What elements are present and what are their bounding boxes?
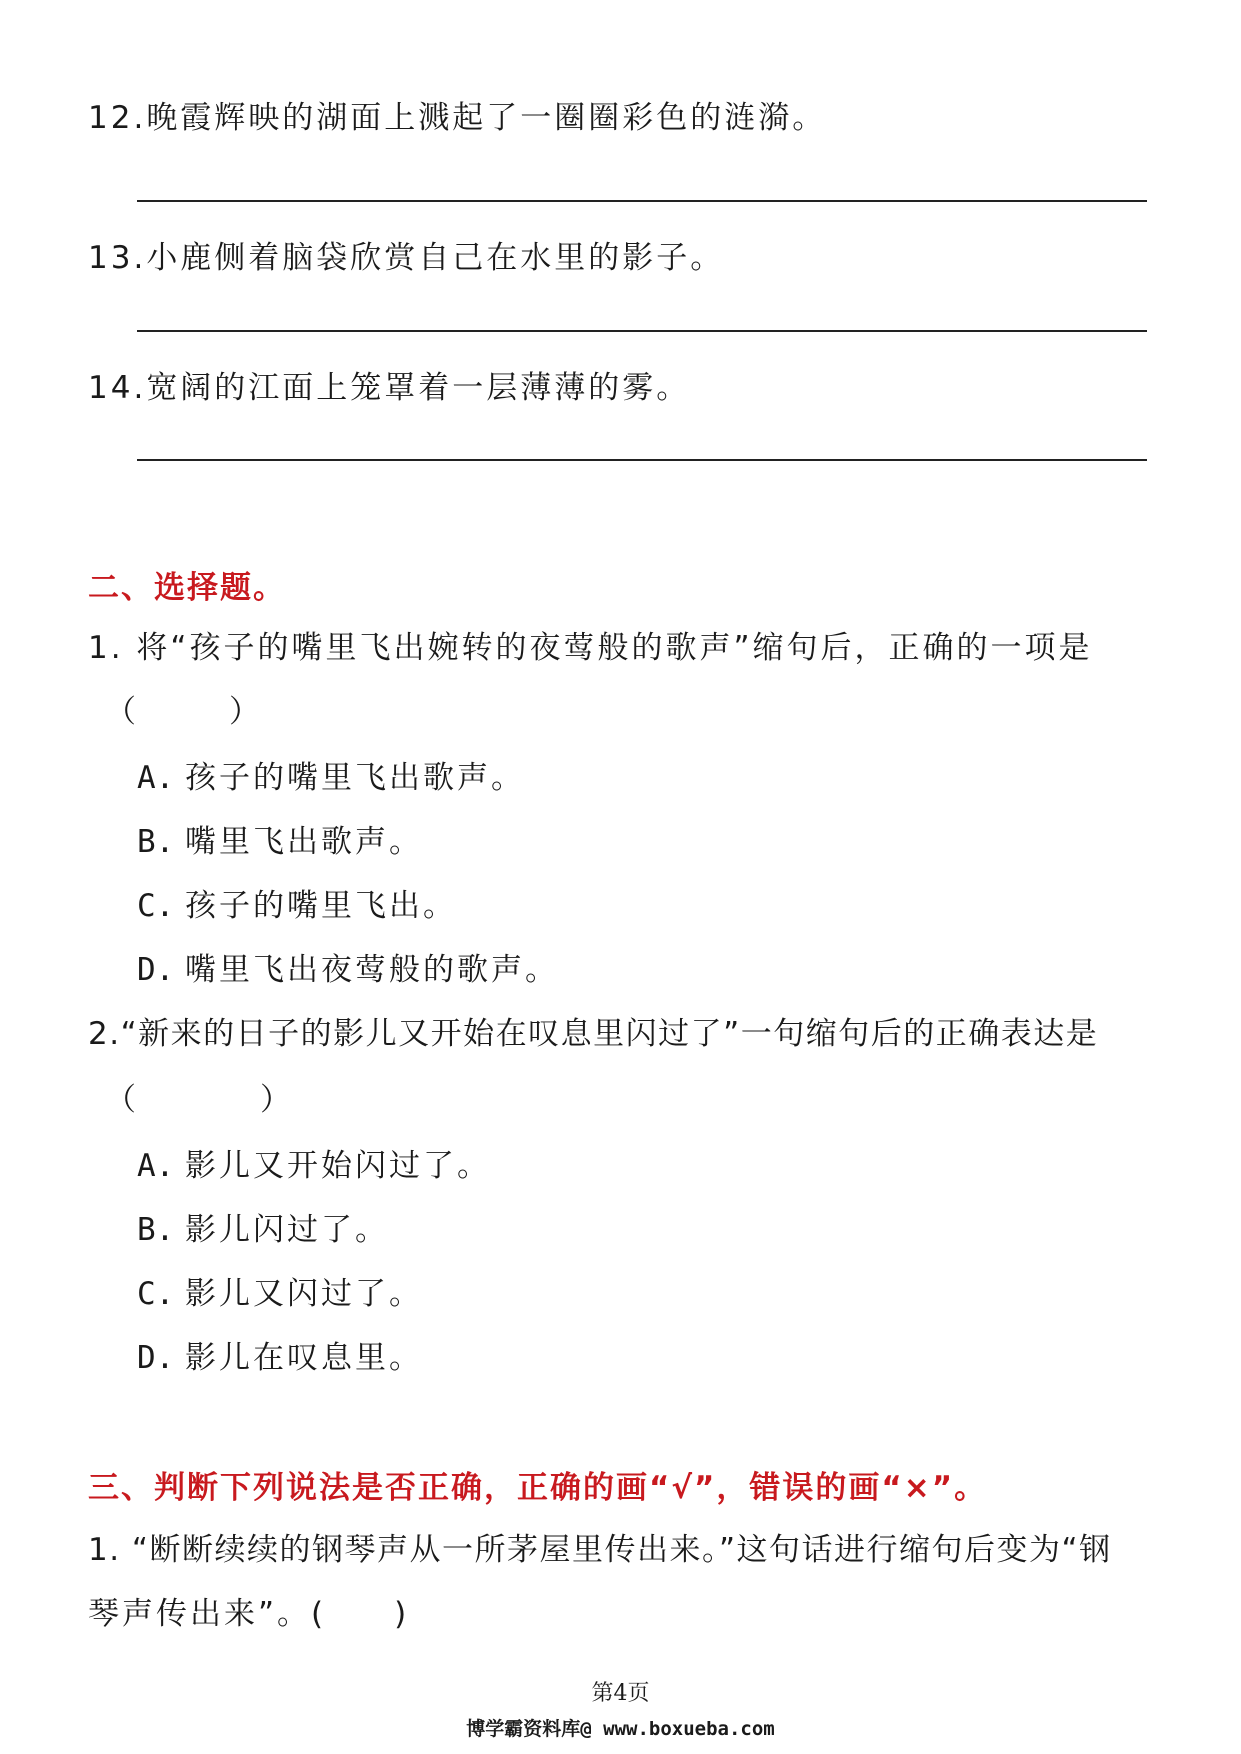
item-14-text: 宽阔的江面上笼罩着一层薄薄的雾。 (146, 370, 691, 406)
item-12-text: 晚霞辉映的湖面上溅起了一圈圈彩色的涟漪。 (146, 100, 827, 136)
answer-line-13[interactable] (137, 330, 1147, 332)
s2-q1-option-d[interactable] (137, 944, 559, 989)
section3-heading: 三、判断下列说法是否正确，正确的画“√”，错误的画“×”。 (88, 1470, 988, 1506)
site-watermark: 博学霸资料库@ www.boxueba.com (466, 1718, 775, 1740)
option-text: 影儿闪过了。 (185, 1212, 389, 1248)
s2-q2-text: 2.“新来的日子的影儿又开始在叹息里闪过了”一句缩句后的正确表达是 (88, 1016, 1099, 1052)
option-letter: B. (137, 824, 175, 860)
item-13 (88, 232, 724, 277)
option-letter: D. (137, 952, 175, 988)
item-13-number: 13. (88, 240, 147, 276)
answer-line-14[interactable] (137, 459, 1147, 461)
option-text: 孩子的嘴里飞出歌声。 (185, 760, 525, 796)
option-letter: A. (137, 760, 175, 796)
s2-q2-option-c[interactable] (137, 1268, 423, 1313)
item-14 (88, 362, 690, 407)
s2-q2-option-d[interactable] (137, 1332, 423, 1377)
s2-q1-option-a[interactable] (137, 752, 525, 797)
option-text: 孩子的嘴里飞出。 (185, 888, 457, 924)
s2-q1-option-b[interactable] (137, 816, 423, 861)
answer-line-12[interactable] (137, 200, 1147, 202)
s3-q1-line2[interactable]: 琴声传出来”。( ) (88, 1596, 410, 1632)
option-letter: C. (137, 1276, 175, 1312)
s2-q1-answer-paren[interactable]: （ ） (105, 694, 260, 730)
s2-q2-option-a[interactable] (137, 1140, 491, 1185)
option-text: 影儿又闪过了。 (185, 1276, 423, 1312)
page-number: 第4页 (591, 1681, 650, 1706)
s2-q1-text: 1. 将“孩子的嘴里飞出婉转的夜莺般的歌声”缩句后，正确的一项是 (88, 630, 1093, 666)
option-letter: C. (137, 888, 175, 924)
option-text: 影儿又开始闪过了。 (185, 1148, 491, 1184)
section2-heading: 二、选择题。 (88, 570, 286, 606)
item-12 (88, 92, 826, 137)
option-text: 嘴里飞出夜莺般的歌声。 (185, 952, 559, 988)
option-letter: A. (137, 1148, 175, 1184)
item-14-number: 14. (88, 370, 147, 406)
option-text: 影儿在叹息里。 (185, 1340, 423, 1376)
s2-q2-option-b[interactable] (137, 1204, 389, 1249)
s3-q1-line1: 1. “断断续续的钢琴声从一所茅屋里传出来。”这句话进行缩句后变为“钢 (88, 1532, 1112, 1568)
item-12-number: 12. (88, 100, 147, 136)
item-13-text: 小鹿侧着脑袋欣赏自己在水里的影子。 (146, 240, 725, 276)
option-letter: D. (137, 1340, 175, 1376)
s2-q2-answer-paren[interactable]: （ ） (105, 1082, 291, 1118)
option-letter: B. (137, 1212, 175, 1248)
option-text: 嘴里飞出歌声。 (185, 824, 423, 860)
s2-q1-option-c[interactable] (137, 880, 457, 925)
